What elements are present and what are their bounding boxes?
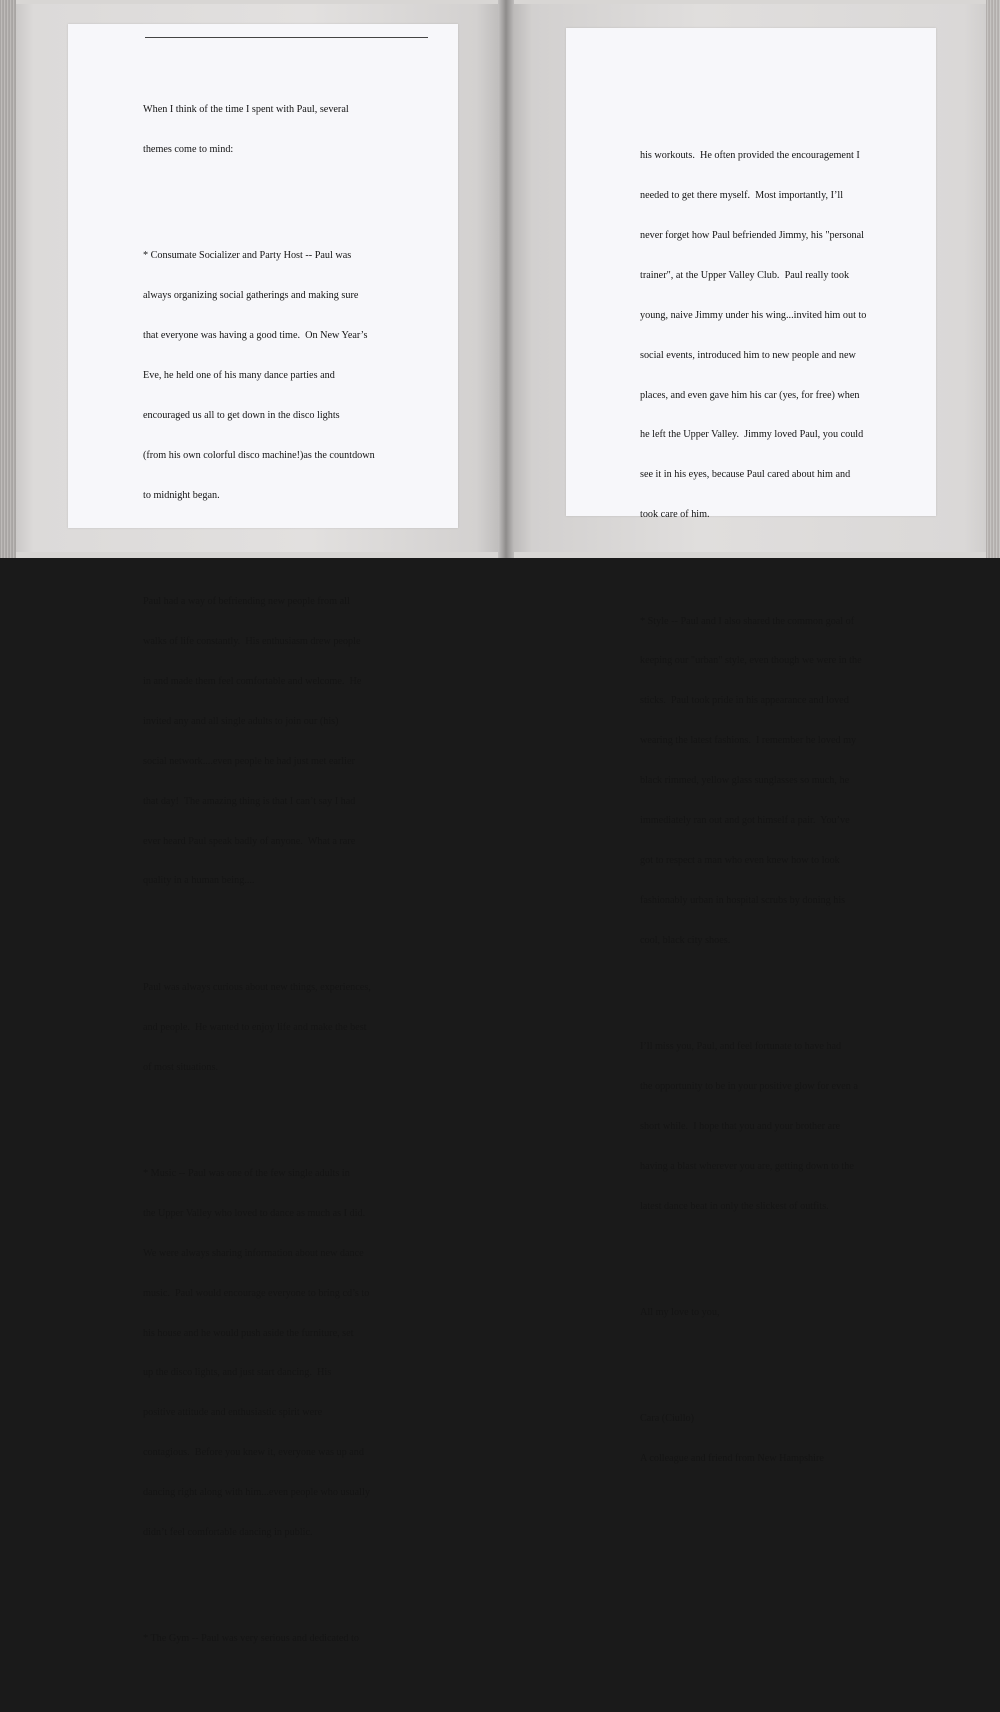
- left-page-text: [143, 50, 375, 1712]
- text-line: We were always sharing information about new dance: [143, 1247, 364, 1259]
- text-line: that everyone was having a good time. On New Year’s: [143, 330, 368, 342]
- text-line: dancing right along with him...even people who usually: [143, 1487, 370, 1499]
- text-line: contagious. Before you knew it, everyone was up and: [143, 1447, 364, 1459]
- text-line: (from his own colorful disco machine!)as the countdown: [143, 449, 375, 461]
- paragraph: [640, 1013, 866, 1239]
- text-line: themes come to mind:: [143, 144, 234, 156]
- paragraph: [640, 588, 866, 974]
- text-line: places, and even gave him his car (yes, for free) when: [640, 389, 860, 401]
- text-line: music. Paul would encourage everyone to bring cd’s to: [143, 1287, 370, 1299]
- paragraph: [640, 123, 866, 549]
- text-line: latest dance beat in only the slickest of outfits.: [640, 1200, 829, 1212]
- text-line: invited any and all single adults to join our (his): [143, 715, 339, 727]
- text-line: Paul was always curious about new things, experiences,: [143, 981, 371, 993]
- text-line: A colleague and friend from New Hampshire: [640, 1453, 824, 1465]
- text-line: walks of life constantly. His enthusiasm drew people: [143, 636, 361, 648]
- text-line: got to respect a man who even knew how to look: [640, 854, 840, 866]
- text-line: trainer", at the Upper Valley Club. Paul really took: [640, 269, 850, 281]
- text-line: social network....even people he had just met earlier: [143, 755, 355, 767]
- paragraph: [143, 954, 375, 1100]
- paragraph: [143, 77, 375, 183]
- text-line: never forget how Paul befriended Jimmy, his "personal: [640, 229, 864, 241]
- right-page-edges: [986, 0, 1000, 558]
- text-line: his house and he would push aside the furniture, set: [143, 1327, 354, 1339]
- text-line: When I think of the time I spent with Paul, several: [143, 104, 349, 116]
- text-line: social events, introduced him to new people and new: [640, 349, 856, 361]
- text-line: quality in a human being....: [143, 875, 255, 887]
- text-line: that day! The amazing thing is that I can’t say I had: [143, 795, 356, 807]
- text-line: short while. I hope that you and your brother are: [640, 1120, 841, 1132]
- left-page-edges: [0, 0, 16, 558]
- text-line: took care of him.: [640, 509, 710, 521]
- right-page-text: [640, 96, 866, 1532]
- text-line: the Upper Valley who loved to dance as much as I did.: [143, 1207, 366, 1219]
- text-line: * Style -- Paul and I also shared the common goal of: [640, 615, 855, 627]
- text-line: up the disco lights, and just start dancing. His: [143, 1367, 332, 1379]
- text-line: black rimmed, yellow glass sunglasses so much, he: [640, 775, 850, 787]
- text-line: young, naive Jimmy under his wing...invited him out to: [640, 309, 867, 321]
- text-line: cool, black city shoes.: [640, 934, 731, 946]
- text-line: needed to get there myself. Most importantly, I’ll: [640, 190, 844, 202]
- text-line: All my love to you,: [640, 1307, 720, 1319]
- text-line: encouraged us all to get down in the disco lights: [143, 410, 340, 422]
- text-line: ever heard Paul speak badly of anyone. What a rare: [143, 835, 356, 847]
- paragraph: [143, 1140, 375, 1566]
- signature-block: [640, 1386, 866, 1492]
- text-line: having a blast wherever you are, getting down to the: [640, 1160, 854, 1172]
- book-gutter: [498, 0, 514, 558]
- text-line: to midnight began.: [143, 489, 220, 501]
- text-line: Eve, he held one of his many dance parties and: [143, 370, 335, 382]
- text-line: Cara (Ciullo): [640, 1413, 695, 1425]
- text-line: in and made them feel comfortable and welcome. He: [143, 675, 362, 687]
- text-line: his workouts. He often provided the encouragement I: [640, 150, 860, 162]
- text-line: the opportunity to be in your positive glow for even a: [640, 1080, 858, 1092]
- text-line: see it in his eyes, because Paul cared about him and: [640, 469, 851, 481]
- text-line: I’ll miss you, Paul, and feel fortunate to have had: [640, 1041, 842, 1053]
- text-line: immediately ran out and got himself a pair. You’ve: [640, 815, 850, 827]
- text-line: of most situations.: [143, 1061, 218, 1073]
- text-line: always organizing social gatherings and making sure: [143, 290, 359, 302]
- text-line: * Consumate Socializer and Party Host -- Paul was: [143, 250, 352, 262]
- top-rule-line: [145, 37, 428, 38]
- paragraph: [640, 1279, 866, 1345]
- paragraph: [143, 569, 375, 915]
- text-line: * Music -- Paul was one of the few single adults in: [143, 1167, 350, 1179]
- text-line: he left the Upper Valley. Jimmy loved Paul, you could: [640, 429, 864, 441]
- text-line: didn’t feel comfortable dancing in public.: [143, 1526, 313, 1538]
- text-line: sticks. Paul took pride in his appearance and loved: [640, 695, 849, 707]
- text-line: Paul had a way of befriending new people from all: [143, 596, 350, 608]
- text-line: and people. He wanted to enjoy life and make the best: [143, 1021, 367, 1033]
- text-line: fashionably urban in hospital scrubs by doning his: [640, 894, 846, 906]
- paragraph: [143, 223, 375, 529]
- text-line: keeping our "urban" style, even though we were in the: [640, 655, 862, 667]
- paragraph: [143, 1606, 375, 1672]
- text-line: wearing the latest fashions. I remember he loved my: [640, 735, 857, 747]
- text-line: * The Gym -- Paul was very serious and dedicated to: [143, 1633, 359, 1645]
- text-line: positive attitude and enthusiastic spirit were: [143, 1407, 323, 1419]
